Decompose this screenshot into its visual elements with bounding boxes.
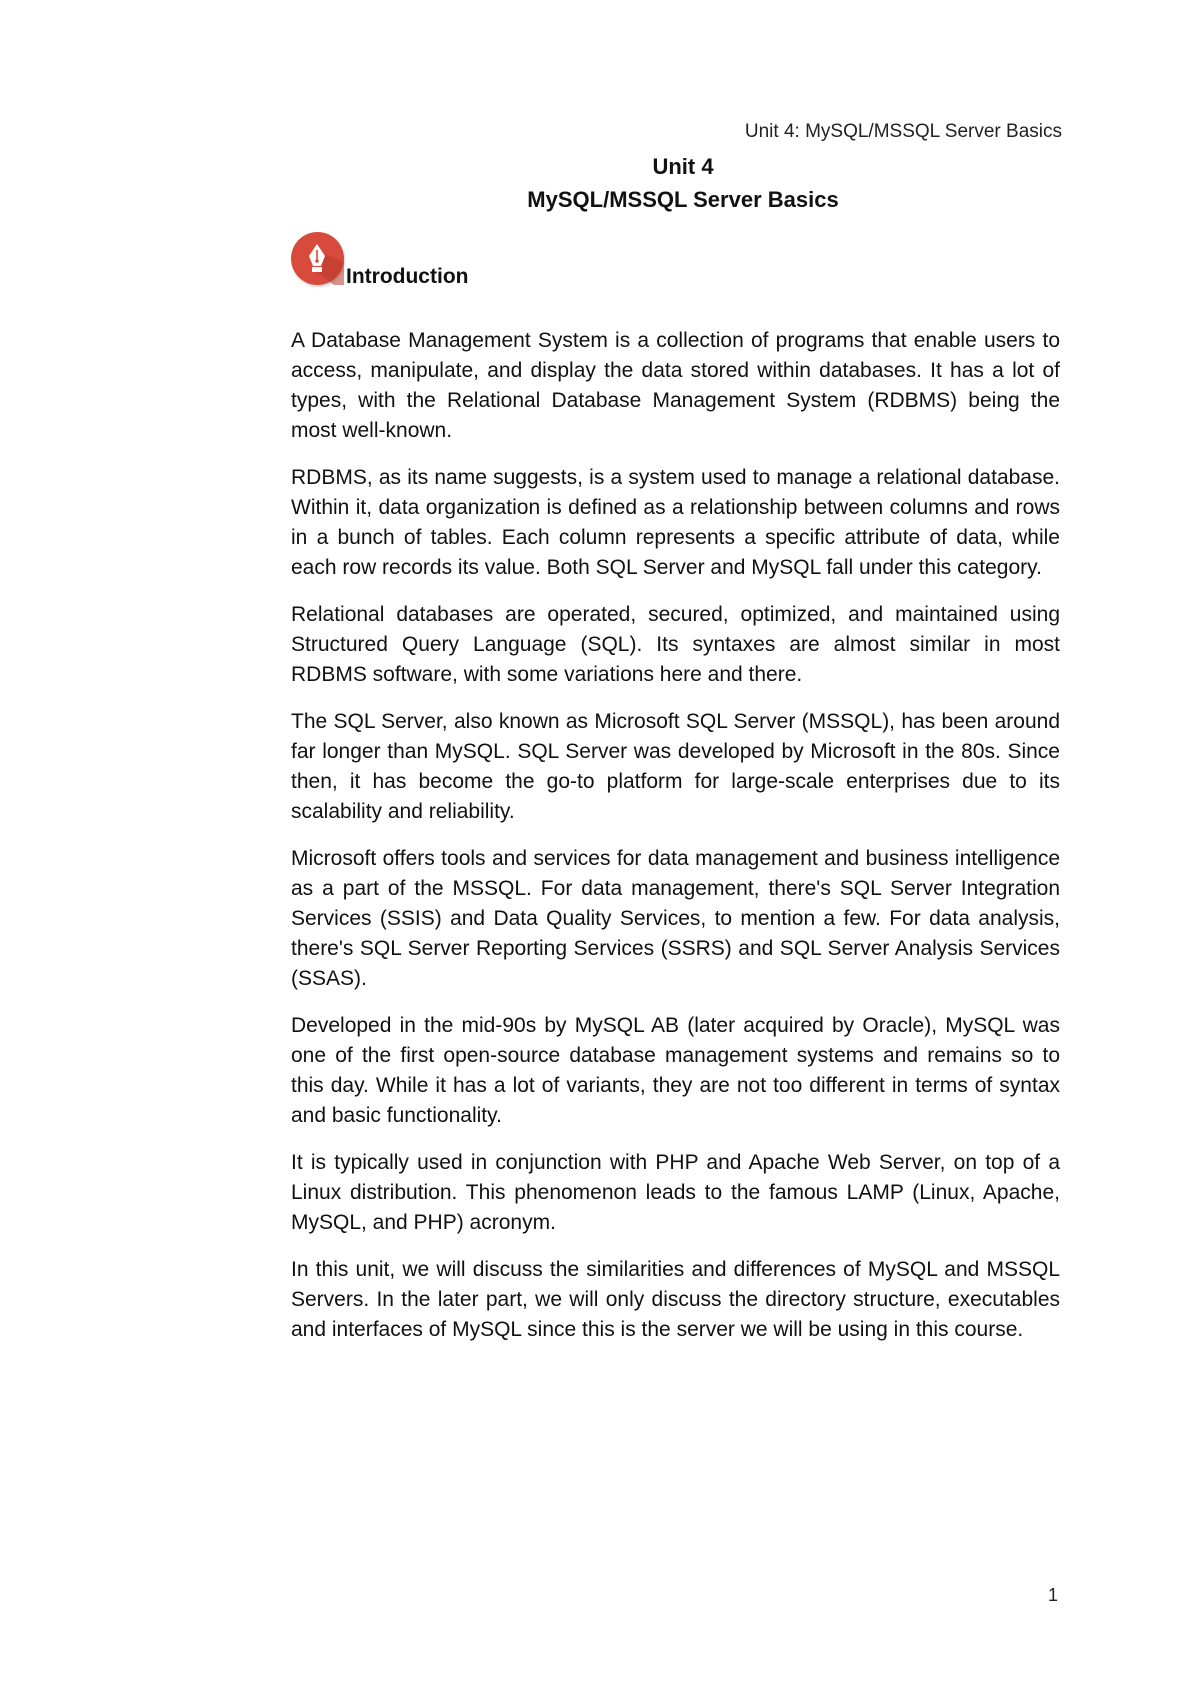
paragraph: It is typically used in conjunction with PHP and Apache Web Server, on top of a Linux distribution. This phenomenon leads to the famous LAMP (Linux, Apache, MySQL, and PHP) acronym. — [291, 1151, 1060, 1234]
paragraph: Microsoft offers tools and services for data management and business intelligence as a part of the MSSQL. For data management, there's SQL Server Integration Services (SSIS) and Data Quality Services, to mention a few. For data analysis, there's SQL Server Reporting Services (SSRS) and SQL Server Analysis Services (SSAS). — [291, 847, 1060, 990]
paragraph: In this unit, we will discuss the similarities and differences of MySQL and MSSQL Servers. In the later part, we will only discuss the directory structure, executables and interfaces of MySQL since this is the server we will be using in this course. — [291, 1258, 1060, 1341]
paragraph: RDBMS, as its name suggests, is a system used to manage a relational database. Within it, data organization is defined as a relationship between columns and rows in a bunch of tables. Each column represents a specific attribute of data, while each row records its value. Both SQL Server and MySQL fall under this category. — [291, 466, 1060, 579]
running-header: Unit 4: MySQL/MSSQL Server Basics — [744, 121, 1062, 142]
body-text — [291, 326, 1060, 1362]
unit-title: MySQL/MSSQL Server Basics — [527, 187, 839, 212]
section-heading-text: Introduction — [346, 265, 469, 288]
paragraph: A Database Management System is a collection of programs that enable users to access, manipulate, and display the data stored within databases. It has a lot of types, with the Relational Database Management System (RDBMS) being the most well-known. — [291, 329, 1060, 442]
unit-number: Unit 4 — [652, 154, 714, 179]
paragraph: Developed in the mid-90s by MySQL AB (later acquired by Oracle), MySQL was one of the first open-source database management systems and remains so to this day. While it has a lot of variants, they are not too different in terms of syntax and basic functionality. — [291, 1014, 1060, 1127]
document-title — [0, 150, 1200, 216]
paragraph: The SQL Server, also known as Microsoft SQL Server (MSSQL), has been around far longer than MySQL. SQL Server was developed by Microsoft in the 80s. Since then, it has become the go-to platform for large-scale enterprises due to its scalability and reliability. — [291, 710, 1060, 823]
page-number: 1 — [1048, 1585, 1059, 1605]
paragraph: Relational databases are operated, secured, optimized, and maintained using Structured Query Language (SQL). Its syntaxes are almost similar in most RDBMS software, with some variations here and there. — [291, 603, 1060, 686]
pen-nib-icon — [291, 232, 344, 285]
section-heading — [291, 232, 469, 288]
